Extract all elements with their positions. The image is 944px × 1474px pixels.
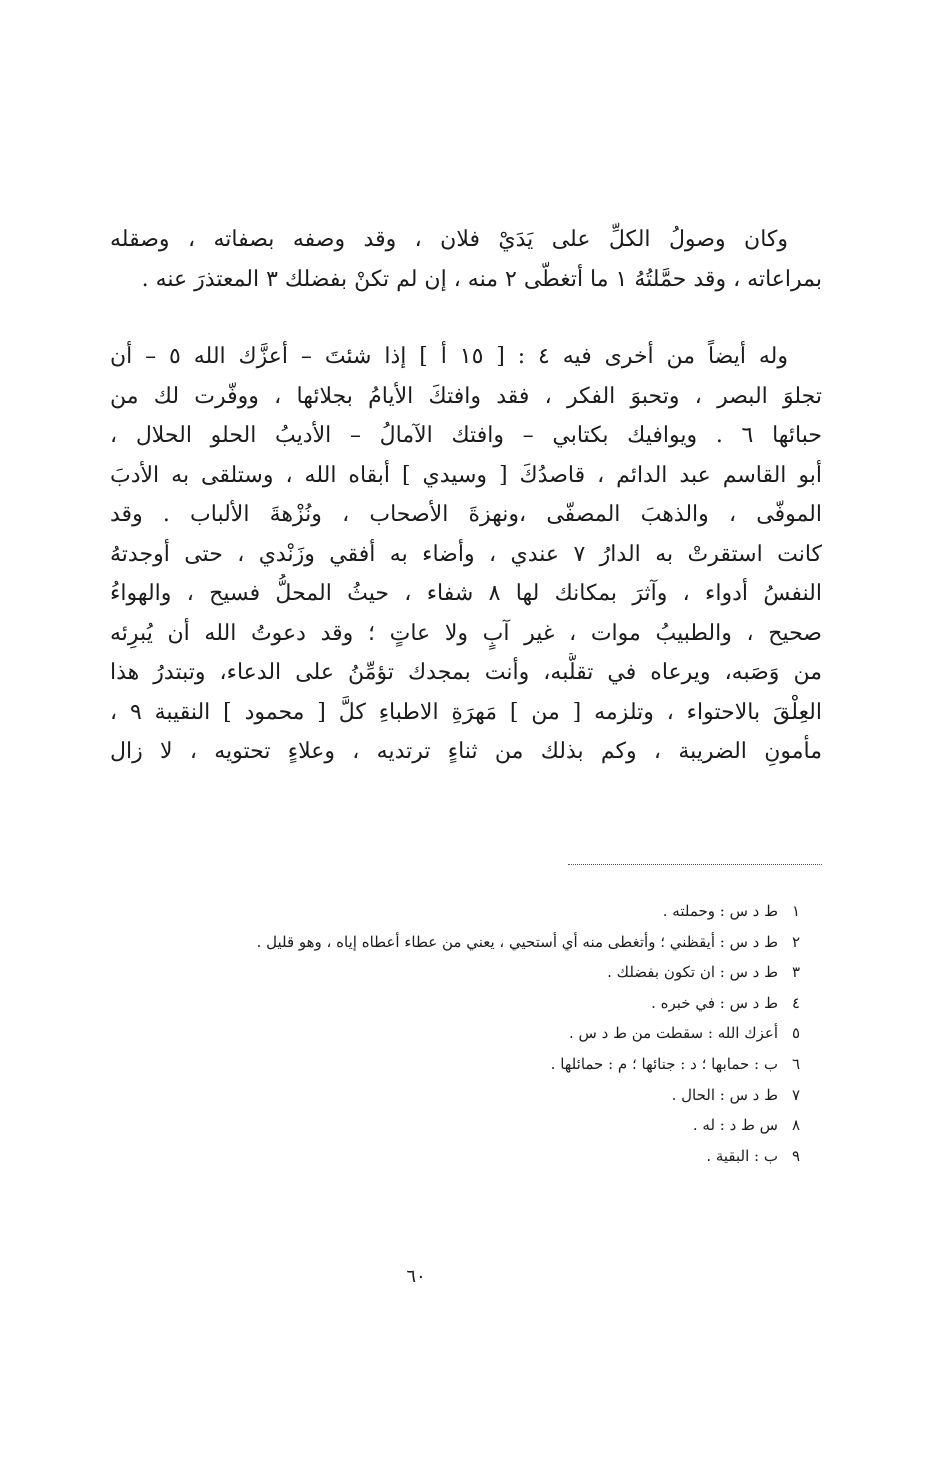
footnote-number: ٨	[791, 1116, 800, 1135]
text-line: الموفّى ، والذهبَ المصفّى ،ونهزةَ الأصحاب ، ونُزْهةَ الألباب . وقد	[110, 502, 822, 527]
text-line: كانت استقرتْ به الدارُ ٧ عندي ، وأضاء به أفقي وزَنْدي ، حتى أوجدتهُ	[110, 541, 822, 567]
footnote-text: ط د س : الحال .	[671, 1085, 778, 1104]
text-line: تجلوَ البصر ، وتحبوَ الفكر ، فقد وافتكَ الأيامُ بجلائها ، ووفّرت لك من	[110, 383, 822, 409]
footnote-number: ٦	[791, 1054, 800, 1073]
text-line: صحيح ، والطبيبُ موات ، غير آبٍ ولا عاتٍ ؛ وقد دعوتُ الله أن يُبرِئه	[110, 620, 822, 646]
footnote-text: ط د س : في خبره .	[651, 993, 778, 1012]
footnote-number: ٢	[791, 932, 800, 951]
text-line: العِلْقَ بالاحتواء ، وتلزمه [ من ] مَهرَةِ الاطباءِ كلَّ [ محمود ] النقيبة ٩ ،	[110, 699, 822, 725]
text-line: النفسُ أدواء ، وآثرَ بمكانك لها ٨ شفاء ، حيثُ المحلُّ فسيح ، والهواءُ	[110, 581, 822, 606]
text-line: وله أيضاً من أخرى فيه ٤ : [ ١٥ أ ] إذا شئتَ – أعزَّك الله ٥ – أن	[110, 344, 788, 369]
footnote-item	[110, 1110, 800, 1141]
footnote-number: ٣	[791, 963, 800, 982]
footnote-item	[110, 1049, 800, 1080]
text-line: أبو القاسم عبد الدائم ، قاصدُكَ [ وسيدي ] أبقاه الله ، وستلقى به الأدبَ	[110, 462, 822, 488]
footnotes-list	[110, 896, 800, 1171]
footnote-item	[110, 988, 800, 1019]
paragraph-1	[110, 220, 822, 299]
text-line: وكان وصولُ الكلِّ على يَدَيْ فلان ، وقد وصفه بصفاته ، وصقله	[110, 227, 788, 252]
footnote-number: ٧	[791, 1085, 800, 1104]
text-line: بمراعاته ، وقد حمَّلتُهُ ١ ما أتغطّى ٢ منه ، إن لم تكنْ بفضلك ٣ المعتذرَ عنه .	[141, 266, 822, 292]
text-line: حبائها ٦ . ويوافيك بكتابي – وافتك الآمالُ – الأديبُ الحلو الحلال ،	[110, 423, 822, 448]
footnote-item	[110, 957, 800, 988]
footnote-number: ١	[791, 902, 800, 920]
footnote-text: أعزك الله : سقطت من ط د س .	[569, 1024, 778, 1043]
footnote-text: ط د س : ان تكون بفضلك .	[607, 963, 778, 982]
footnote-item	[110, 1018, 800, 1049]
footnote-text: ب : حمابها ؛ د : جنائها ؛ م : حمائلها .	[550, 1054, 778, 1073]
footnote-item	[110, 896, 800, 927]
footnote-item	[110, 927, 800, 958]
page-number: ٦٠	[406, 1266, 426, 1287]
footnote-text: ط د س : أيقظني ؛ وأتغطى منه أي أستحيي ، يعني من عطاء أعطاه إياه ، وهو قليل .	[256, 932, 778, 951]
text-line: مأمونِ الضريبة ، وكم بذلك من ثناءٍ ترتديه ، وعلاءٍ تحتويه ، لا زال	[110, 739, 822, 764]
text-line: من وَصَبه، ويرعاه في تقلُّبه، وأنت بمجدك تؤمِّنُ على الدعاء، وتبتدرُ هذا	[110, 660, 822, 685]
footnote-item	[110, 1141, 800, 1172]
footnote-item	[110, 1080, 800, 1111]
footnote-number: ٥	[791, 1024, 800, 1043]
footnote-divider	[568, 864, 822, 865]
footnote-text: س ط د : له .	[692, 1116, 778, 1135]
footnote-text: ط د س : وحملته .	[662, 902, 778, 920]
paragraph-2	[110, 337, 822, 772]
footnote-text: ب : البقية .	[706, 1146, 778, 1165]
footnote-number: ٩	[791, 1146, 800, 1165]
footnote-number: ٤	[791, 993, 800, 1012]
